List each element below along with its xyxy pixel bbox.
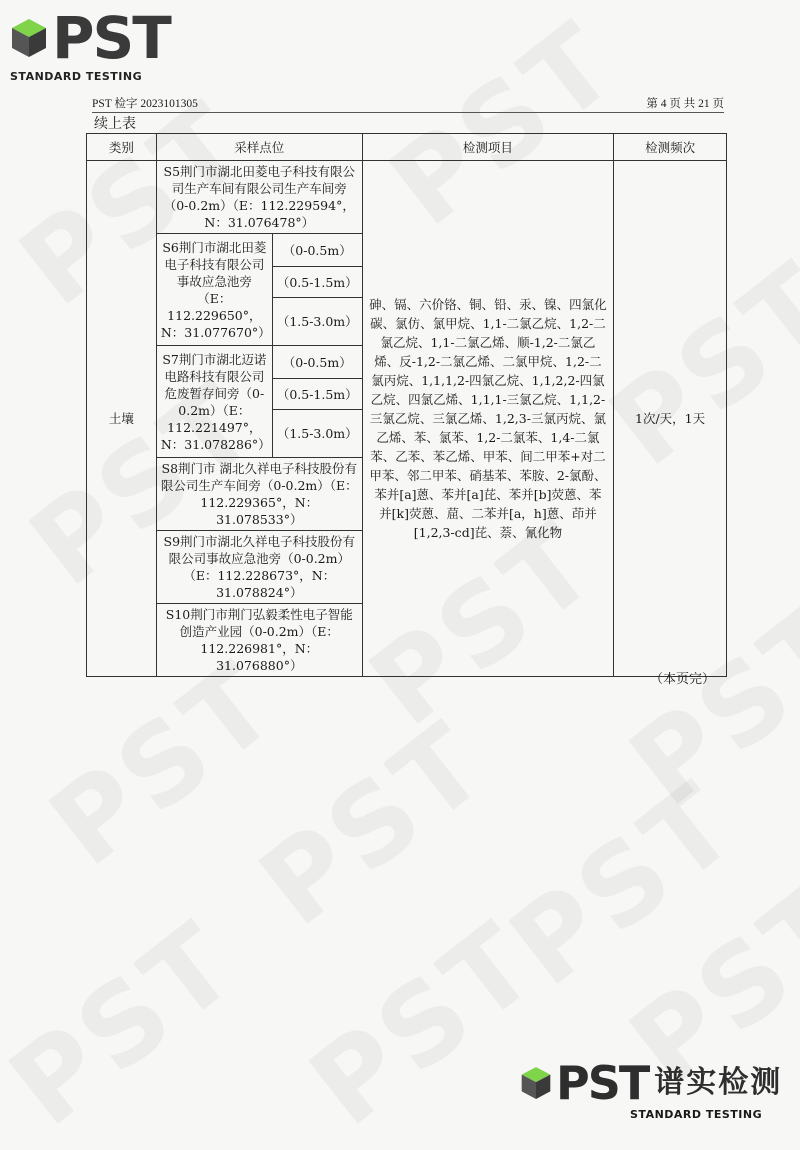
depth-s6-3: （1.5-3.0m）: [272, 298, 362, 346]
depth-s7-2: （0.5-1.5m）: [272, 379, 362, 410]
page-end-note: （本页完）: [650, 672, 716, 687]
location-s9: S9荆门市湖北久祥电子科技股份有限公司事故应急池旁（0-0.2m）（E：112.228673°，N：31.078824°）: [156, 531, 362, 604]
location-s5: S5荆门市湖北田菱电子科技有限公司生产车间有限公司生产车间旁（0-0.2m）（E：112.229594°，N：31.076478°）: [156, 161, 362, 234]
depth-s6-2: （0.5-1.5m）: [272, 267, 362, 298]
continued-label: 续上表: [94, 116, 136, 132]
logo-tagline: STANDARD TESTING: [10, 70, 143, 83]
logo-cn-name: 谱实检测: [654, 1065, 783, 1100]
company-logo-footer: [520, 1056, 790, 1121]
table-row: [87, 161, 727, 234]
header-location: 采样点位: [156, 134, 362, 161]
location-s8: S8荆门市 湖北久祥电子科技股份有限公司生产车间旁（0-0.2m）（E：112.229365°，N：31.078533°）: [156, 458, 362, 531]
logo-brand: PST: [52, 4, 170, 72]
watermark: [237, 698, 510, 951]
depth-s7-1: （0-0.5m）: [272, 346, 362, 379]
location-s10: S10荆门市荆门弘毅柔性电子智能创造产业园（0-0.2m）（E：112.226981°，N：31.076880°）: [156, 604, 362, 677]
logo-tagline: STANDARD TESTING: [630, 1108, 763, 1121]
location-s6: S6荆门市湖北田菱电子科技有限公司事故应急池旁（E：112.229650°，N：31.077670°）: [156, 234, 272, 346]
header-divider: [92, 112, 724, 113]
logo-brand: PST: [556, 1056, 649, 1110]
cube-icon: [520, 1065, 552, 1101]
depth-s6-1: （0-0.5m）: [272, 234, 362, 267]
category-cell: 土壤: [87, 161, 157, 677]
page-header: [92, 95, 724, 113]
frequency-cell: 1次/天，1天: [614, 161, 727, 677]
page-number: 第 4 页 共 21 页: [646, 98, 724, 110]
header-frequency: 检测频次: [614, 134, 727, 161]
watermark: [487, 758, 760, 1011]
report-number: PST 检字 2023101305: [92, 98, 198, 110]
watermark: [0, 898, 260, 1150]
cube-icon: [10, 17, 48, 59]
depth-s7-3: （1.5-3.0m）: [272, 410, 362, 458]
header-items: 检测项目: [362, 134, 613, 161]
location-s7: S7荆门市湖北迈诺电路科技有限公司危废暂存间旁（0-0.2m）（E：112.221497°，N：31.078286°）: [156, 346, 272, 458]
sampling-table: [86, 133, 727, 677]
table-header-row: [87, 134, 727, 161]
test-items-cell: 砷、镉、六价铬、铜、铅、汞、镍、四氯化碳、氯仿、氯甲烷、1,1-二氯乙烷、1,2-二氯乙烷、1,1-二氯乙烯、顺-1,2-二氯乙烯、反-1,2-二氯乙烯、二氯甲烷、1,2-二氯丙烷、1,1,1,2-四氯乙烷、1,1,2,2-四氯乙烷、四氯乙烯、1,1,1-三氯乙烷、1,1,2-三氯乙烷、三氯乙烯、1,2,3-三氯丙烷、氯乙烯、苯、氯苯、1,2-二氯苯、1,4-二氯苯、乙苯、苯乙烯、甲苯、间二甲苯+对二甲苯、邻二甲苯、硝基苯、苯胺、2-氯酚、苯并[a]蒽、苯并[a]芘、苯并[b]荧蒽、苯并[k]荧蒽、䓛、二苯并[a，h]蒽、茚并[1,2,3-cd]芘、萘、氰化物: [362, 161, 613, 677]
company-logo: [10, 4, 170, 83]
header-category: 类别: [87, 134, 157, 161]
